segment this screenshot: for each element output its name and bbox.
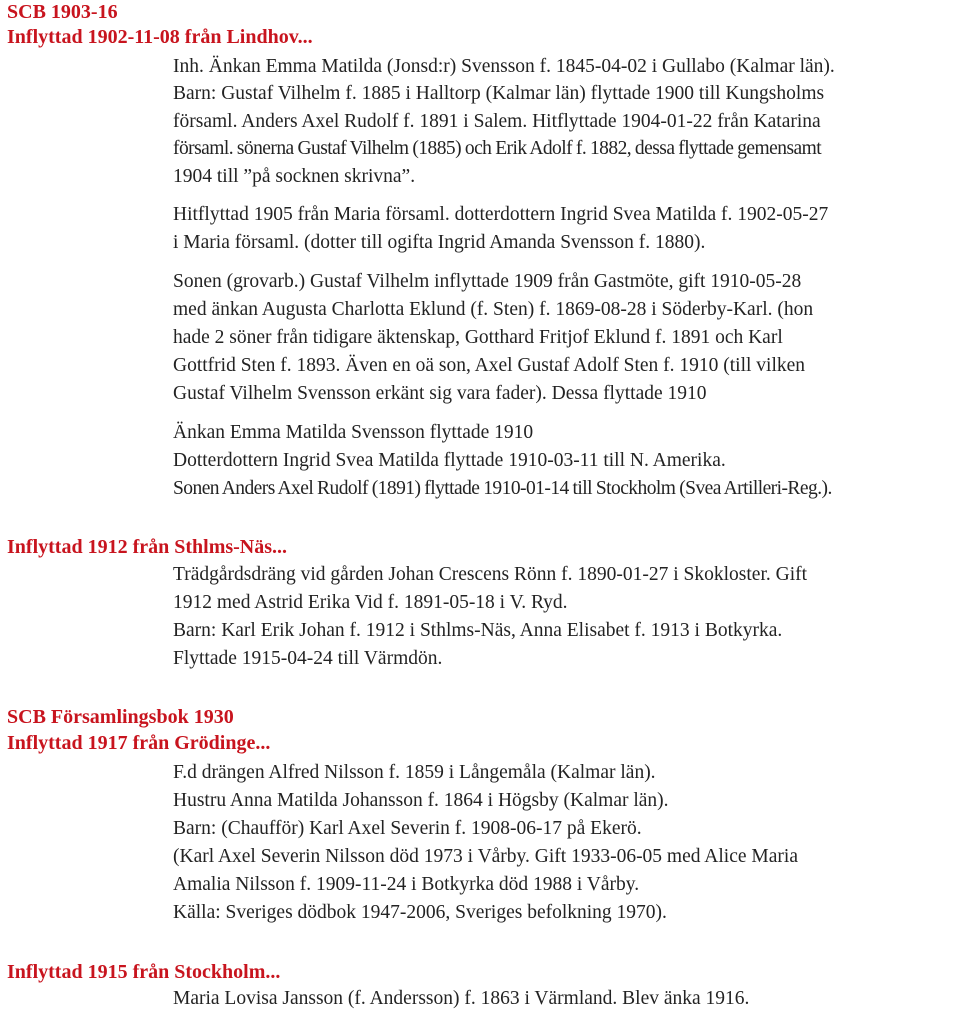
text-line: (Karl Axel Severin Nilsson död 1973 i Vårby. Gift 1933-06-05 med Alice Maria bbox=[173, 846, 798, 867]
text-line: Barn: Gustaf Vilhelm f. 1885 i Halltorp (Kalmar län) flyttade 1900 till Kungsholms bbox=[173, 83, 825, 104]
text-line: Barn: Karl Erik Johan f. 1912 i Sthlms-Näs, Anna Elisabet f. 1913 i Botkyrka. bbox=[173, 620, 783, 641]
source-heading-scb-1903-16: SCB 1903-16 bbox=[7, 1, 118, 23]
text-line: i Maria församl. (dotter till ogifta Ingrid Amanda Svensson f. 1880). bbox=[173, 232, 706, 253]
text-line: med änkan Augusta Charlotta Eklund (f. Sten) f. 1869-08-28 i Söderby-Karl. (hon bbox=[173, 299, 814, 320]
text-line: församl. sönerna Gustaf Vilhelm (1885) och Erik Adolf f. 1882, dessa flyttade gemensamt bbox=[173, 138, 822, 159]
text-line: hade 2 söner från tidigare äktenskap, Gotthard Fritjof Eklund f. 1891 och Karl bbox=[173, 327, 783, 348]
text-line: Flyttade 1915-04-24 till Värmdön. bbox=[173, 648, 443, 669]
move-in-heading-1912: Inflyttad 1912 från Sthlms-Näs... bbox=[7, 536, 288, 558]
text-line: Änkan Emma Matilda Svensson flyttade 1910 bbox=[173, 422, 534, 443]
text-line: Gustaf Vilhelm Svensson erkänt sig vara fader). Dessa flyttade 1910 bbox=[173, 383, 707, 404]
text-line: Gottfrid Sten f. 1893. Även en oä son, Axel Gustaf Adolf Sten f. 1910 (till vilken bbox=[173, 355, 806, 376]
text-line: Källa: Sveriges dödbok 1947-2006, Sveriges befolkning 1970). bbox=[173, 902, 667, 923]
text-line: Inh. Änkan Emma Matilda (Jonsd:r) Svensson f. 1845-04-02 i Gullabo (Kalmar län). bbox=[173, 56, 835, 77]
text-line: församl. Anders Axel Rudolf f. 1891 i Salem. Hitflyttade 1904-01-22 från Katarina bbox=[173, 111, 821, 132]
text-line: 1904 till ”på socknen skrivna”. bbox=[173, 166, 416, 187]
text-line: Barn: (Chaufför) Karl Axel Severin f. 1908-06-17 på Ekerö. bbox=[173, 818, 642, 839]
text-line: Hitflyttad 1905 från Maria församl. dotterdottern Ingrid Svea Matilda f. 1902-05-27 bbox=[173, 204, 829, 225]
text-line: F.d drängen Alfred Nilsson f. 1859 i Långemåla (Kalmar län). bbox=[173, 762, 656, 783]
move-in-heading-1917: Inflyttad 1917 från Grödinge... bbox=[7, 732, 271, 754]
text-line: 1912 med Astrid Erika Vid f. 1891-05-18 i V. Ryd. bbox=[173, 592, 568, 613]
move-in-heading-1902: Inflyttad 1902-11-08 från Lindhov... bbox=[7, 26, 313, 48]
text-line: Trädgårdsdräng vid gården Johan Crescens Rönn f. 1890-01-27 i Skokloster. Gift bbox=[173, 564, 808, 585]
text-line: Dotterdottern Ingrid Svea Matilda flyttade 1910-03-11 till N. Amerika. bbox=[173, 450, 726, 471]
move-in-heading-1915: Inflyttad 1915 från Stockholm... bbox=[7, 961, 281, 983]
text-line: Hustru Anna Matilda Johansson f. 1864 i Högsby (Kalmar län). bbox=[173, 790, 669, 811]
source-heading-scb-1930: SCB Församlingsbok 1930 bbox=[7, 706, 234, 728]
text-line: Maria Lovisa Jansson (f. Andersson) f. 1863 i Värmland. Blev änka 1916. bbox=[173, 988, 750, 1009]
text-line: Sonen (grovarb.) Gustaf Vilhelm inflyttade 1909 från Gastmöte, gift 1910-05-28 bbox=[173, 271, 802, 292]
text-line: Sonen Anders Axel Rudolf (1891) flyttade 1910-01-14 till Stockholm (Svea Artilleri-Reg.). bbox=[173, 478, 832, 499]
text-line: Amalia Nilsson f. 1909-11-24 i Botkyrka död 1988 i Vårby. bbox=[173, 874, 640, 895]
